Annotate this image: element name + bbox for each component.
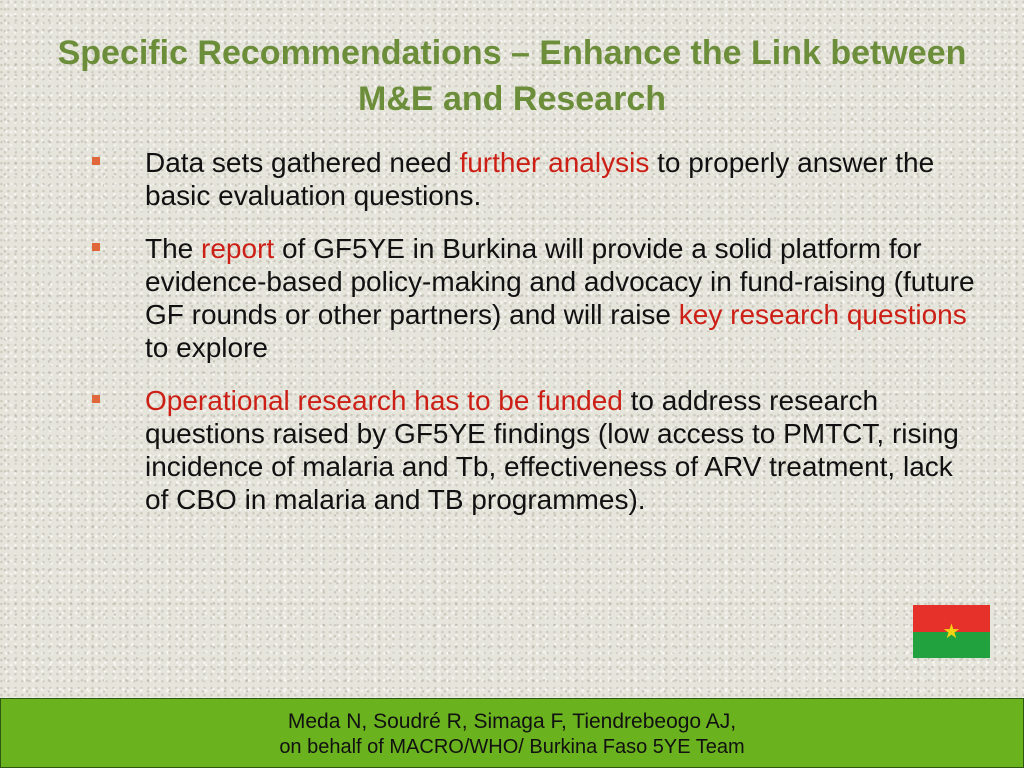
bullet-text: to explore [145,332,268,363]
star-icon: ★ [942,619,961,643]
square-bullet-icon [92,395,100,403]
bullet-item [92,146,982,212]
highlight-text: report [201,233,275,264]
bullet-list [92,146,982,536]
square-bullet-icon [92,157,100,165]
burkina-faso-flag-icon [913,605,990,658]
footer-team: on behalf of MACRO/WHO/ Burkina Faso 5YE Team [279,736,745,758]
bullet-text: of GF5YE in Burkina will provide a solid platform for evidence-based policy-making and advocacy in fund-raising (future GF rounds or other partners) and will raise [145,233,975,330]
bullet-item [92,384,982,516]
bullet-text: Data sets gathered need [145,147,460,178]
highlight-text: further analysis [459,147,650,178]
bullet-text: to address research questions raised by GF5YE findings (low access to PMTCT, rising incidence of malaria and Tb, effectiveness of ARV treatment, lack of CBO in malaria and TB programmes). [145,385,959,515]
footer-authors: Meda N, Soudré R, Simaga F, Tiendrebeogo AJ, [287,710,737,733]
highlight-text: Operational research has to be funded [145,385,623,416]
bullet-text: to properly answer the basic evaluation questions. [145,147,935,211]
highlight-text: key research questions [678,299,967,330]
bullet-text: The [145,233,202,264]
square-bullet-icon [92,243,100,251]
slide-title: Specific Recommendations – Enhance the Link between M&E and Research [57,34,967,118]
bullet-item [92,232,982,364]
footer-bar [0,698,1024,768]
